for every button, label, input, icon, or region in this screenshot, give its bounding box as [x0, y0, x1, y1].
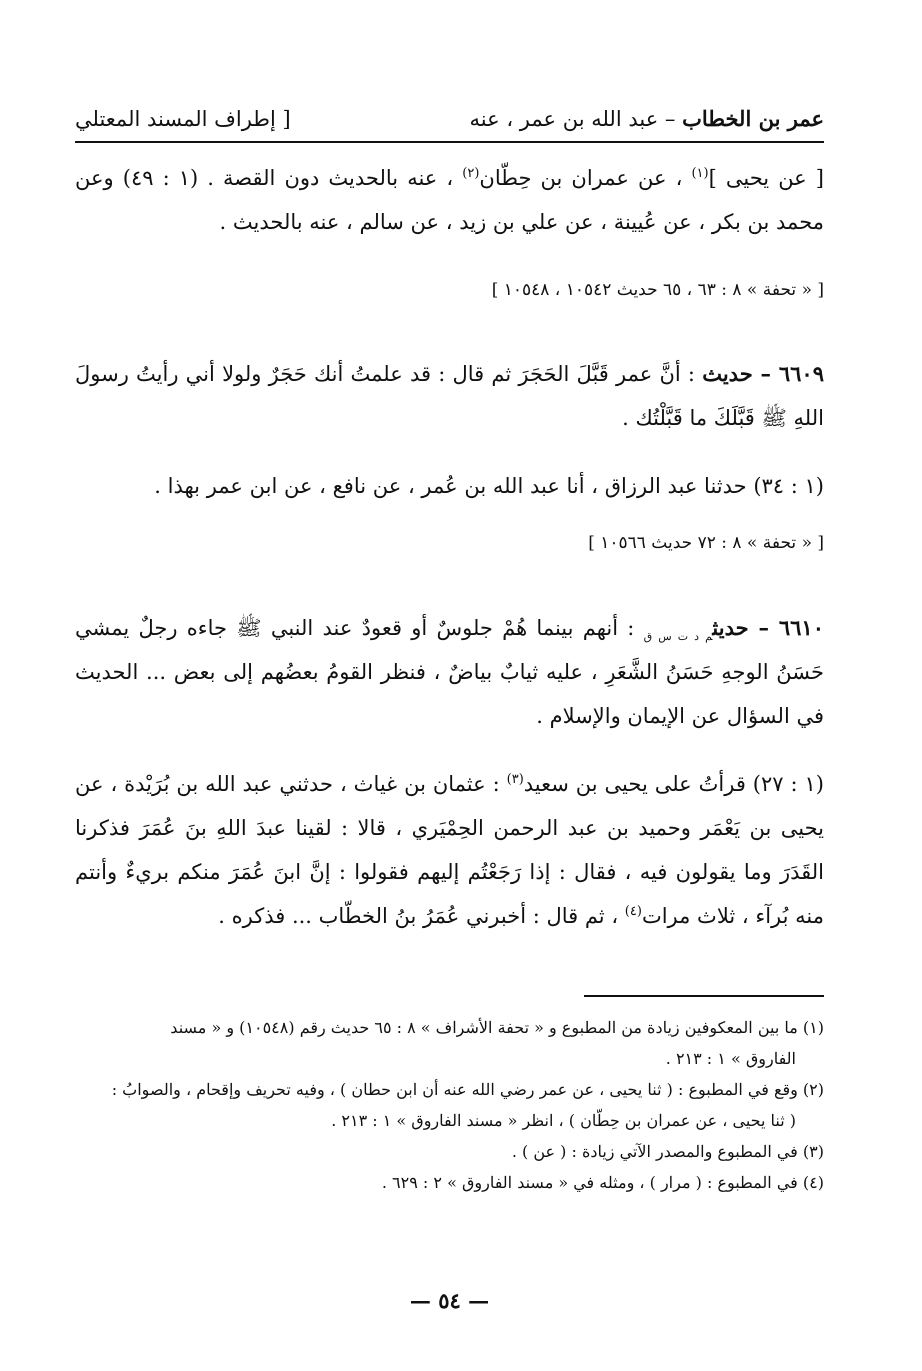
text-fragment: ، عن عمران بن حِطّان: [479, 166, 683, 190]
footnote-ref-2: (٢): [462, 166, 480, 181]
isnad-text: [75, 762, 824, 938]
header-rule: [75, 141, 824, 143]
header-right: [470, 105, 824, 133]
hadith-entry-6610: [75, 606, 824, 738]
entry-number: ٦٦١٠ – حديث: [712, 615, 824, 640]
footnote-ref-4: (٤): [624, 904, 642, 919]
entry-continuation: [75, 156, 824, 244]
isnad-6609: [75, 464, 824, 508]
footnote-3: (٣) في المطبوع والمصدر الآتي زيادة : ( عن ) .: [511, 1142, 824, 1161]
running-header: [75, 105, 824, 133]
text-fragment: ، ثم قال : أخبرني عُمَرُ بنُ الخطّاب ... فذكره .: [218, 904, 619, 928]
tuhfa-reference-text: [ « تحفة » ٨ : ٦٣ ، ٦٥ حديث ١٠٥٤٢ ، ١٠٥٤٨ ]: [491, 280, 824, 300]
text-fragment: (١ : ٢٧) قرأتُ على يحيى بن سعيد: [523, 772, 824, 796]
footnote-separator: [584, 995, 824, 997]
hadith-text: [75, 606, 824, 738]
footnote-1: (١) ما بين المعكوفين زيادة من المطبوع و « تحفة الأشراف » ٨ : ٦٥ حديث رقم (١٠٥٤٨) و « مسند: [170, 1018, 824, 1037]
footnote-4: (٤) في المطبوع : ( مرار ) ، ومثله في « مسند الفاروق » ٢ : ٦٢٩ .: [381, 1173, 824, 1192]
header-name: عمر بن الخطاب: [682, 106, 824, 131]
tuhfa-reference: [75, 529, 824, 557]
hadith-text: [75, 352, 824, 440]
hadith-entry-6609: [75, 352, 824, 440]
footnote-ref-3: (٣): [506, 772, 524, 787]
footnote-ref-1: (١): [691, 166, 709, 181]
source-sigla: م د ت س ق: [643, 630, 713, 644]
hadith-matn: : أنهم بينما هُمْ جلوسٌ أو قعودٌ عند النبي ﷺ جاءه رجلٌ يمشي حَسَنُ الوجهِ حَسَنُ الشَّعَرِ ، عليه ثيابٌ بياضٌ ، فنظر القومُ بعضُهم إلى بعض ... الحديث في السؤال عن الإيمان والإسلام .: [75, 616, 824, 728]
header-book-title: [ إطراف المسند المعتلي: [75, 107, 291, 131]
tuhfa-reference-text: [ « تحفة » ٨ : ٧٢ حديث ١٠٥٦٦ ]: [588, 533, 824, 553]
text-fragment: محمد بن بكر ، عن عُيينة ، عن علي بن زيد ، عن سالم ، عنه بالحديث .: [219, 210, 824, 234]
entry-continuation-text: [75, 156, 824, 244]
hadith-matn: : أنَّ عمر قَبَّلَ الحَجَرَ ثم قال : قد علمتُ أنك حَجَرٌ ولولا أني رأيتُ رسولَ اللهِ ﷺ قَبَّلَكَ ما قَبَّلْتُك .: [75, 362, 824, 430]
page-number: — ٥٤ —: [409, 1288, 490, 1313]
isnad-6610: [75, 762, 824, 938]
text-fragment: [ عن يحيى ]: [708, 166, 824, 190]
isnad-text: (١ : ٣٤) حدثنا عبد الرزاق ، أنا عبد الله بن عُمر ، عن نافع ، عن ابن عمر بهذا .: [154, 474, 824, 498]
footnote-2-continued: ( ثنا يحيى ، عن عمران بن حِطّان ) ، انظر « مسند الفاروق » ١ : ٢١٣ .: [331, 1111, 796, 1130]
text-fragment: : عثمان بن غياث ، حدثني عبد الله بن بُرَيْدة ، عن يحيى بن يَعْمَر وحميد بن عبد الرحمن الحِمْيَري ، قالا : لقينا عبدَ اللهِ بنَ عُمَرَ فذكرنا القَدَرَ وما يقولون فيه ، فقال : إذا رَجَعْتُم إليهم فقولوا : إنَّ ابنَ عُمَرَ منكم بريءٌ وأنتم منه بُرآء ، ثلاث مرات: [75, 772, 824, 928]
footnote-1-continued: الفاروق » ١ : ٢١٣ .: [665, 1049, 796, 1068]
tuhfa-reference: [75, 276, 824, 304]
entry-number: ٦٦٠٩ – حديث: [702, 361, 824, 386]
footnotes: [75, 1012, 824, 1198]
header-subtitle: – عبد الله بن عمر ، عنه: [469, 107, 676, 131]
footnote-2: (٢) وقع في المطبوع : ( ثنا يحيى ، عن عمر رضي الله عنه أن ابن حطان ) ، وفيه تحريف وإقحام ، والصوابُ :: [111, 1080, 824, 1099]
text-fragment: ، عنه بالحديث دون القصة . (١ : ٤٩) وعن: [75, 166, 454, 190]
